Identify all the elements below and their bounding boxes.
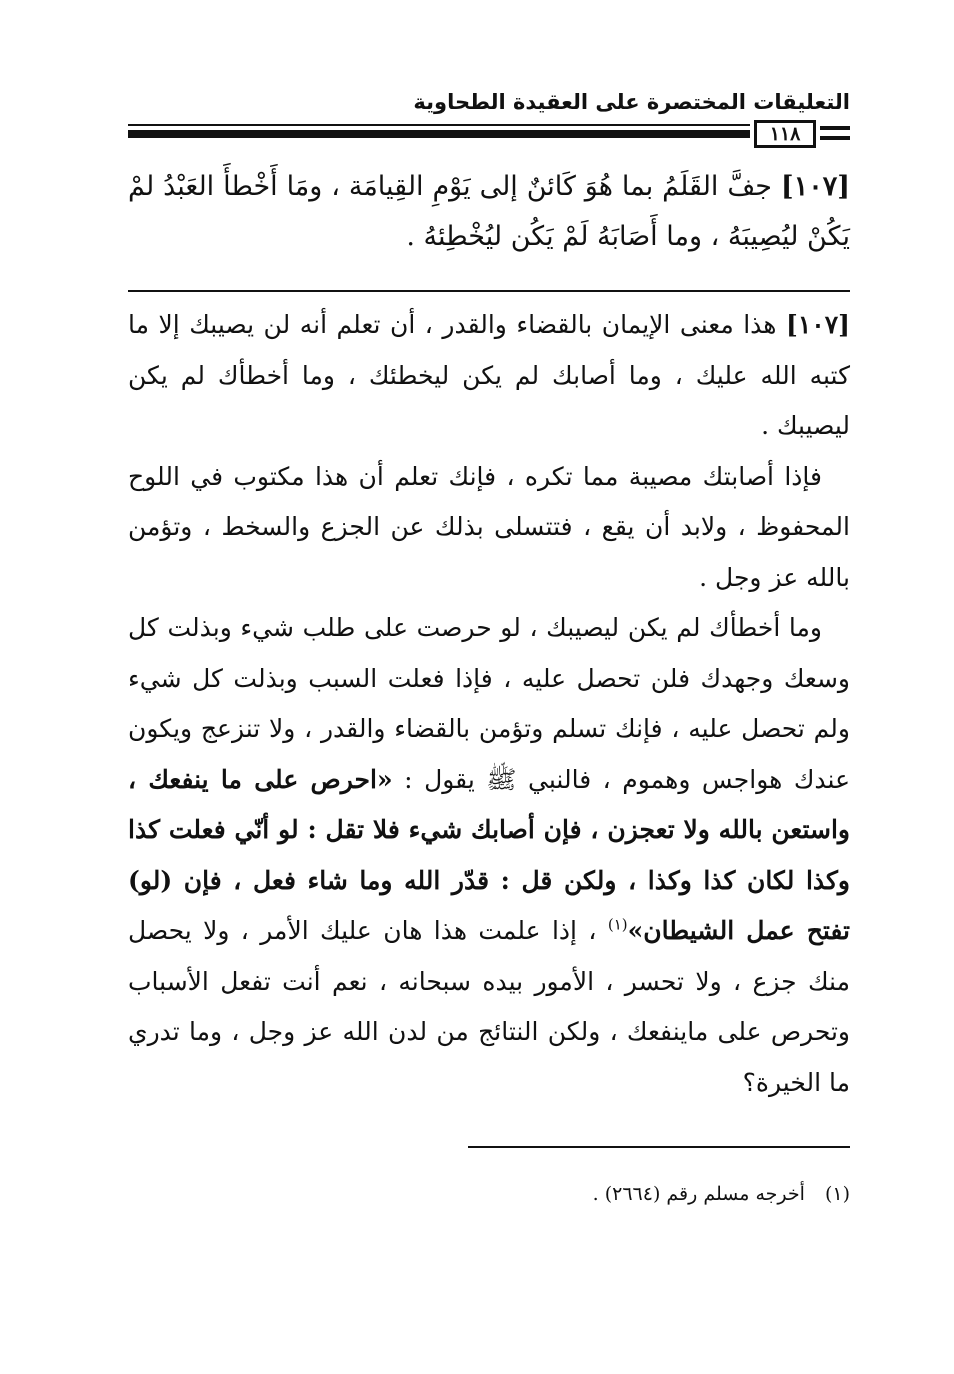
commentary-paragraph	[128, 603, 850, 1108]
page-number: ١١٨	[754, 120, 816, 148]
matn-text	[128, 162, 850, 262]
hadith-quote: «احرص على ما ينفعك ، واستعن بالله ولا تعجزن ، فإن أصابك شيء فلا تقل : لو أنّي فعلت كذا وكذا لكان كذا وكذا ، ولكن قل : قدّر الله وما شاء فعل ، فإن (لو) تفتح عمل الشيطان»	[128, 764, 851, 945]
commentary-text: ، إذا علمت هذا هان عليك الأمر ، ولا يحصل منك جزع ، ولا تحسر ، الأمور بيده سبحانه ، نعم أنت تفعل الأسباب وتحرص على ماينفعك ، ولكن النتائج من لدن الله عز وجل ، وما تدري ما الخيرة؟	[128, 916, 850, 1097]
footnote-marker: (١)	[824, 1183, 850, 1205]
header-rule	[128, 130, 750, 138]
matn-separator	[128, 290, 850, 292]
commentary-paragraph	[128, 452, 850, 604]
commentary-text: فإذا أصابتك مصيبة مما تكره ، فإنك تعلم أن هذا مكتوب في اللوح المحفوظ ، ولابد أن يقع ، فتتسلى بذلك عن الجزع والسخط ، وتؤمن بالله عز وجل .	[128, 461, 850, 592]
page-header	[128, 82, 850, 152]
commentary	[128, 300, 850, 1108]
running-title: التعليقات المختصرة على العقيدة الطحاوية	[413, 90, 850, 114]
header-ornament	[820, 136, 850, 140]
commentary-paragraph	[128, 300, 850, 452]
commentary-text: وما أخطأك لم يكن ليصيبك ، لو حرصت على طلب شيء وبذلت كل وسعك وجهدك فلن تحصل عليه ، فإذا فعلت السبب وبذلت كل شيء ولم تحصل عليه ، فإنك تسلم وتؤمن بالقضاء والقدر ، ولا تنزعج ويكون عندك هواجس وهموم ، فالنبي ﷺ يقول :	[128, 613, 851, 794]
footnote	[128, 1180, 850, 1208]
footnote-rule	[468, 1146, 850, 1148]
commentary-text: هذا معنى الإيمان بالقضاء والقدر ، أن تعلم أنه لن يصيبك إلا ما كتبه الله عليك ، وما أصابك لم يكن ليخطئك ، وما أخطأك لم يكن ليصيبك .	[128, 310, 850, 440]
commentary-number: [١٠٧]	[786, 310, 850, 339]
header-thin-rule	[128, 124, 750, 126]
matn-body: جفَّ القَلَمُ بما هُوَ كَائنٌ إلى يَوْمِ القِيامَة ، ومَا أَخْطأَ العَبْدُ لمْ يَكُنْ ليُصِيبَهُ ، وما أَصَابَهُ لَمْ يَكُن ليُخْطِئهُ .	[128, 171, 850, 252]
matn-number: [١٠٧]	[780, 171, 850, 202]
footnote-reference[interactable]: (١)	[607, 915, 628, 934]
footnote-text: أخرجه مسلم رقم (٢٦٦٤) .	[592, 1183, 805, 1205]
header-ornament	[820, 126, 850, 130]
